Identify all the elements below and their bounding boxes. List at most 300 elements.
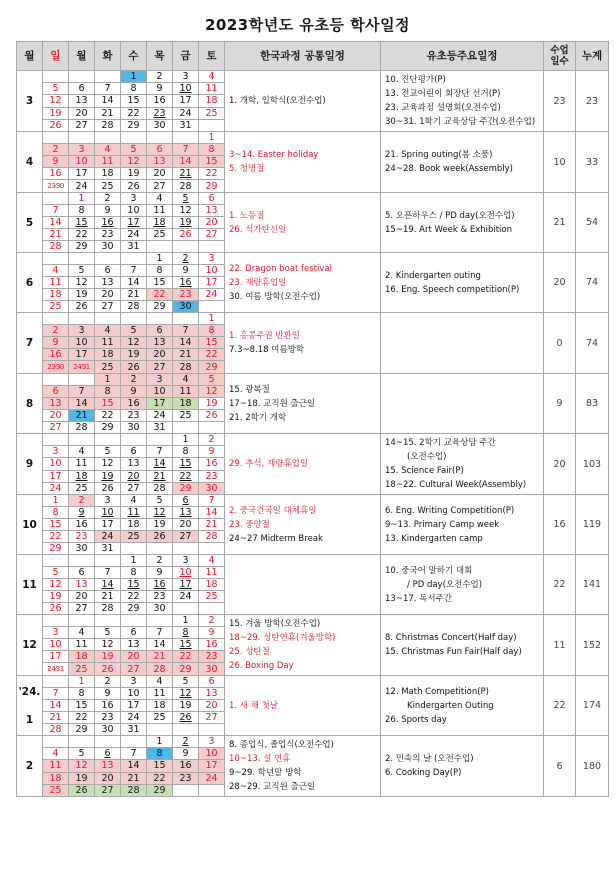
calendar-day: 12 [43,579,69,591]
calendar-day: 7 [43,688,69,700]
calendar-day: 26 [199,410,225,422]
calendar-day: 25 [173,410,199,422]
calendar-day: 20 [173,519,199,531]
calendar-day: 10 [43,458,69,470]
calendar-day: 23 [121,410,147,422]
calendar-day [121,253,147,265]
calendar-day [69,132,95,144]
header-sun: 일 [43,42,69,71]
calendar-day: 10 [173,567,199,579]
calendar-day: 6 [147,325,173,337]
calendar-day: 23⁄30 [43,361,69,374]
calendar-day: 27 [173,531,199,543]
calendar-day: 2 [43,144,69,156]
calendar-day [173,603,199,615]
month-label: 9 [17,434,43,495]
calendar-day: 8 [199,325,225,337]
calendar-day: 16 [199,639,225,651]
calendar-day: 21 [147,470,173,482]
calendar-day: 12 [43,95,69,107]
calendar-day: 3 [199,736,225,748]
school-schedule [381,253,544,313]
calendar-day: 10 [147,386,173,398]
calendar-day: 10 [199,748,225,760]
common-schedule [225,495,381,555]
cumulative-days: 74 [576,253,609,313]
calendar-day: 27 [69,119,95,131]
school-schedule [381,555,544,615]
month-label: 3 [17,71,43,132]
calendar-day: 18 [95,349,121,361]
calendar-day: 21 [199,519,225,531]
calendar-day: 5 [173,193,199,205]
calendar-day: 20 [95,772,121,784]
common-event: 17~18. 교직원 출근일 [229,398,316,409]
calendar-day: 28 [173,361,199,374]
calendar-day: 25 [121,531,147,543]
calendar-day: 11 [69,639,95,651]
calendar-day: 22 [69,229,95,241]
calendar-day: 9 [95,205,121,217]
school-event: 13. Kindergarten camp [385,533,483,544]
calendar-day: 26 [173,712,199,724]
calendar-day: 8 [95,386,121,398]
calendar-day: 7 [147,446,173,458]
calendar-day: 28 [147,482,173,494]
calendar-day [199,241,225,253]
calendar-day: 12 [173,205,199,217]
calendar-day: 9 [173,265,199,277]
calendar-day: 30 [95,724,121,736]
calendar-day: 2 [147,555,173,567]
calendar-day [147,543,173,555]
month-label [17,676,43,736]
calendar-day: 14 [95,95,121,107]
calendar-day: 23 [199,651,225,663]
calendar-day: 19 [173,217,199,229]
calendar-day: 8 [121,567,147,579]
calendar-day: 13 [147,337,173,349]
common-event: 7.3~8.18 여름방학 [229,345,305,355]
month-label: 8 [17,374,43,434]
calendar-day [43,71,69,83]
calendar-day: 7 [173,325,199,337]
calendar-day: 4 [95,144,121,156]
calendar-day: 7 [173,144,199,156]
calendar-day: 14 [43,217,69,229]
common-event: 1. 개학, 입학식(오전수업) [229,96,326,106]
calendar-day: 10 [95,507,121,519]
calendar-day: 14 [43,700,69,712]
school-event: 10. 중국어 말하기 대회 [385,565,473,576]
calendar-day: 29 [121,603,147,615]
common-event: 15. 겨울 방학(오전수업) [229,619,321,629]
calendar-day: 24 [147,410,173,422]
calendar-day [147,132,173,144]
calendar-day: 16 [95,700,121,712]
calendar-day: 25 [199,591,225,603]
header-wed: 수 [121,42,147,71]
calendar-day: 23 [69,531,95,543]
calendar-day: 10 [69,337,95,349]
class-days: 20 [544,434,576,495]
school-schedule [381,132,544,193]
common-schedule [225,374,381,434]
calendar-day: 14 [69,398,95,410]
calendar-day: 29 [147,301,173,313]
calendar-day: 21 [147,651,173,663]
calendar-day: 2 [147,71,173,83]
calendar-day [173,241,199,253]
common-event: 3~14. Easter holiday [229,150,319,160]
calendar-day: 7 [121,265,147,277]
calendar-day: 25 [69,482,95,494]
month-label: 5 [17,193,43,253]
calendar-day: 16 [43,349,69,361]
calendar-day: 28 [95,603,121,615]
calendar-day: 14 [173,337,199,349]
header-days-label: 수업 일수 [550,45,569,67]
calendar-day: 18 [69,651,95,663]
month-label: 4 [17,132,43,193]
calendar-week-row [17,615,609,627]
calendar-day: 15 [173,458,199,470]
calendar-day: 11 [69,458,95,470]
calendar-day: 2 [69,495,95,507]
calendar-day [199,543,225,555]
calendar-day: 14 [147,639,173,651]
calendar-day: 21 [173,168,199,180]
header-thu: 목 [147,42,173,71]
calendar-day: 6 [69,567,95,579]
calendar-day: 28 [121,301,147,313]
calendar-day: 6 [199,193,225,205]
calendar-day: 29 [173,663,199,676]
calendar-day: 3 [43,627,69,639]
school-schedule [381,736,544,797]
calendar-day: 22 [147,289,173,301]
calendar-day: 22 [147,772,173,784]
calendar-day: 3 [121,676,147,688]
calendar-day: 22 [121,107,147,119]
cumulative-days: 83 [576,374,609,434]
calendar-day: 13 [69,579,95,591]
calendar-day: 7 [121,748,147,760]
calendar-day: 26 [173,229,199,241]
cumulative-days: 23 [576,71,609,132]
calendar-day [199,724,225,736]
calendar-day: 8 [147,265,173,277]
calendar-day: 14 [121,760,147,772]
month-label: 7 [17,313,43,374]
calendar-day [43,555,69,567]
calendar-day: 5 [121,144,147,156]
calendar-day: 4 [199,71,225,83]
month-label: 2 [17,736,43,797]
school-schedule [381,193,544,253]
calendar-day: 4 [69,446,95,458]
calendar-day: 4 [173,374,199,386]
calendar-day: 14 [95,579,121,591]
calendar-week-row [17,495,609,507]
calendar-day [199,603,225,615]
calendar-day: 24 [199,289,225,301]
calendar-day [43,313,69,325]
school-event: 23. 교육과정 설명회(오전수업) [385,103,501,113]
school-schedule [381,676,544,736]
calendar-day: 8 [173,627,199,639]
calendar-day [199,422,225,434]
calendar-day: 1 [69,676,95,688]
calendar-day: 27 [121,482,147,494]
school-event: (오전수업) [407,452,447,462]
calendar-day: 27 [147,180,173,193]
calendar-day: 17 [69,168,95,180]
calendar-day: 19 [69,289,95,301]
calendar-day: 21 [95,107,121,119]
calendar-day: 9 [147,567,173,579]
calendar-day: 1 [173,434,199,446]
calendar-day: 17 [69,349,95,361]
calendar-day: 23 [147,107,173,119]
calendar-day: 28 [69,422,95,434]
calendar-day: 22 [69,712,95,724]
calendar-day: 16 [173,760,199,772]
calendar-day: 4 [147,676,173,688]
calendar-day: 4 [199,555,225,567]
calendar-day: 5 [95,446,121,458]
calendar-day: 8 [199,144,225,156]
calendar-day: 23 [173,289,199,301]
calendar-day: 19 [95,651,121,663]
calendar-day: 16 [199,458,225,470]
calendar-day [121,543,147,555]
calendar-day: 11 [95,156,121,168]
calendar-day: 26 [43,119,69,131]
cumulative-days: 141 [576,555,609,615]
header-common: 한국과정 공통일정 [225,42,381,71]
calendar-day: 26 [95,482,121,494]
calendar-day: 12 [121,156,147,168]
calendar-day: 29 [95,422,121,434]
common-event: 10~13. 설 연휴 [229,754,291,764]
calendar-day: 3 [69,144,95,156]
calendar-day: 25 [147,712,173,724]
calendar-day [69,71,95,83]
school-event: 13~17. 독서주간 [385,593,453,604]
cumulative-days: 174 [576,676,609,736]
calendar-day: 6 [199,676,225,688]
calendar-day: 12 [95,458,121,470]
calendar-day [173,422,199,434]
calendar-day: 25 [95,180,121,193]
calendar-day: 3 [173,71,199,83]
calendar-day [69,374,95,386]
calendar-day: 16 [95,217,121,229]
calendar-day: 30 [173,301,199,313]
calendar-day [147,615,173,627]
calendar-day: 3 [69,325,95,337]
calendar-day: 3 [43,446,69,458]
calendar-day: 29 [69,724,95,736]
calendar-day: 3 [95,495,121,507]
calendar-day [173,724,199,736]
calendar-day: 13 [199,688,225,700]
calendar-day: 5 [69,748,95,760]
school-event: 16. Eng. Speech competition(P) [385,284,520,295]
header-cumulative: 누계 [576,42,609,71]
calendar-day: 6 [173,495,199,507]
calendar-day: 15 [69,217,95,229]
month-label: 10 [17,495,43,555]
calendar-day: 12 [121,337,147,349]
calendar-day [95,253,121,265]
calendar-day: 31 [121,724,147,736]
calendar-day: 20 [69,591,95,603]
calendar-day: 24 [199,772,225,784]
calendar-day: 29 [69,241,95,253]
calendar-day: 11 [95,337,121,349]
calendar-day: 5 [121,325,147,337]
calendar-day [95,736,121,748]
calendar-day: 26 [147,531,173,543]
calendar-day: 5 [43,83,69,95]
calendar-day: 19 [121,168,147,180]
calendar-day: 19 [147,519,173,531]
calendar-day: 2 [173,736,199,748]
calendar-day: 24⁄31 [69,361,95,374]
year-label-spacer [17,699,42,713]
calendar-day: 30 [121,422,147,434]
calendar-day: 4 [43,265,69,277]
calendar-day: 7 [199,495,225,507]
calendar-day: 21 [43,229,69,241]
calendar-day: 16 [43,168,69,180]
common-event: 8. 종업식, 졸업식(오전수업) [229,740,334,750]
calendar-day [199,301,225,313]
calendar-day [43,193,69,205]
calendar-week-row [17,374,609,386]
calendar-day: 9 [43,156,69,168]
calendar-day: 18 [147,217,173,229]
common-event: 18~29. 성탄연휴(겨울방학) [229,633,336,643]
calendar-day: 20 [43,410,69,422]
calendar-day: 21 [43,712,69,724]
calendar-day: 13 [121,458,147,470]
calendar-day: 15 [95,398,121,410]
calendar-day: 25 [199,107,225,119]
calendar-day: 9 [69,507,95,519]
common-schedule [225,736,381,797]
calendar-day: 30 [95,241,121,253]
calendar-day: 18 [147,700,173,712]
calendar-day: 30 [147,119,173,131]
school-schedule [381,615,544,676]
calendar-day: 27 [43,422,69,434]
calendar-day: 17 [199,760,225,772]
header-fri: 금 [173,42,199,71]
calendar-day [43,253,69,265]
calendar-day: 17 [147,398,173,410]
calendar-day: 15 [199,156,225,168]
calendar-day: 11 [147,688,173,700]
common-event: 2. 중국건국일 대체휴일 [229,505,317,516]
common-schedule [225,434,381,495]
calendar-day: 8 [43,507,69,519]
calendar-day [69,736,95,748]
calendar-day: 27 [95,301,121,313]
calendar-day: 22 [43,531,69,543]
calendar-day: 11 [43,277,69,289]
calendar-day: 11 [121,507,147,519]
common-event: 21. 2학기 개학 [229,412,287,423]
calendar-day: 29 [199,180,225,193]
calendar-day: 23 [95,229,121,241]
class-days: 11 [544,615,576,676]
calendar-week-row [17,676,609,688]
calendar-day: 28 [43,724,69,736]
calendar-day: 20 [199,700,225,712]
calendar-day: 9 [173,748,199,760]
common-schedule [225,313,381,374]
calendar-day [69,615,95,627]
calendar-day: 19 [95,470,121,482]
calendar-day [147,313,173,325]
calendar-day: 25 [69,663,95,676]
calendar-day: 23 [199,470,225,482]
school-event: Kindergarten Outing [407,700,494,711]
common-event: 24~27 Midterm Break [229,533,323,544]
class-days: 9 [544,374,576,434]
calendar-day [95,555,121,567]
common-schedule [225,71,381,132]
calendar-day: 15 [147,277,173,289]
calendar-day: 26 [95,663,121,676]
calendar-day: 31 [121,241,147,253]
calendar-day: 1 [121,555,147,567]
calendar-day: 18 [199,95,225,107]
calendar-day: 12 [147,507,173,519]
calendar-day: 15 [121,579,147,591]
common-event: 15. 광복절 [229,384,270,395]
class-days: 0 [544,313,576,374]
calendar-day [95,132,121,144]
calendar-day: 12 [199,386,225,398]
calendar-day: 6 [95,748,121,760]
school-event: 24~28. Book week(Assembly) [385,164,513,174]
calendar-day: 2 [121,374,147,386]
calendar-day: 19 [43,591,69,603]
calendar-day: 17 [95,519,121,531]
calendar-day: 1 [199,132,225,144]
calendar-day: 17 [173,95,199,107]
calendar-day [173,784,199,796]
calendar-day [199,784,225,796]
calendar-day: 29 [199,361,225,374]
calendar-day: 18 [199,579,225,591]
calendar-day: 11 [199,83,225,95]
calendar-day: 1 [69,193,95,205]
calendar-day: 10 [69,156,95,168]
header-tue: 화 [95,42,121,71]
calendar-day [43,434,69,446]
calendar-day: 24 [69,180,95,193]
calendar-day [121,313,147,325]
calendar-day: 3 [121,193,147,205]
calendar-day [95,71,121,83]
calendar-day [121,736,147,748]
calendar-day: 27 [199,712,225,724]
